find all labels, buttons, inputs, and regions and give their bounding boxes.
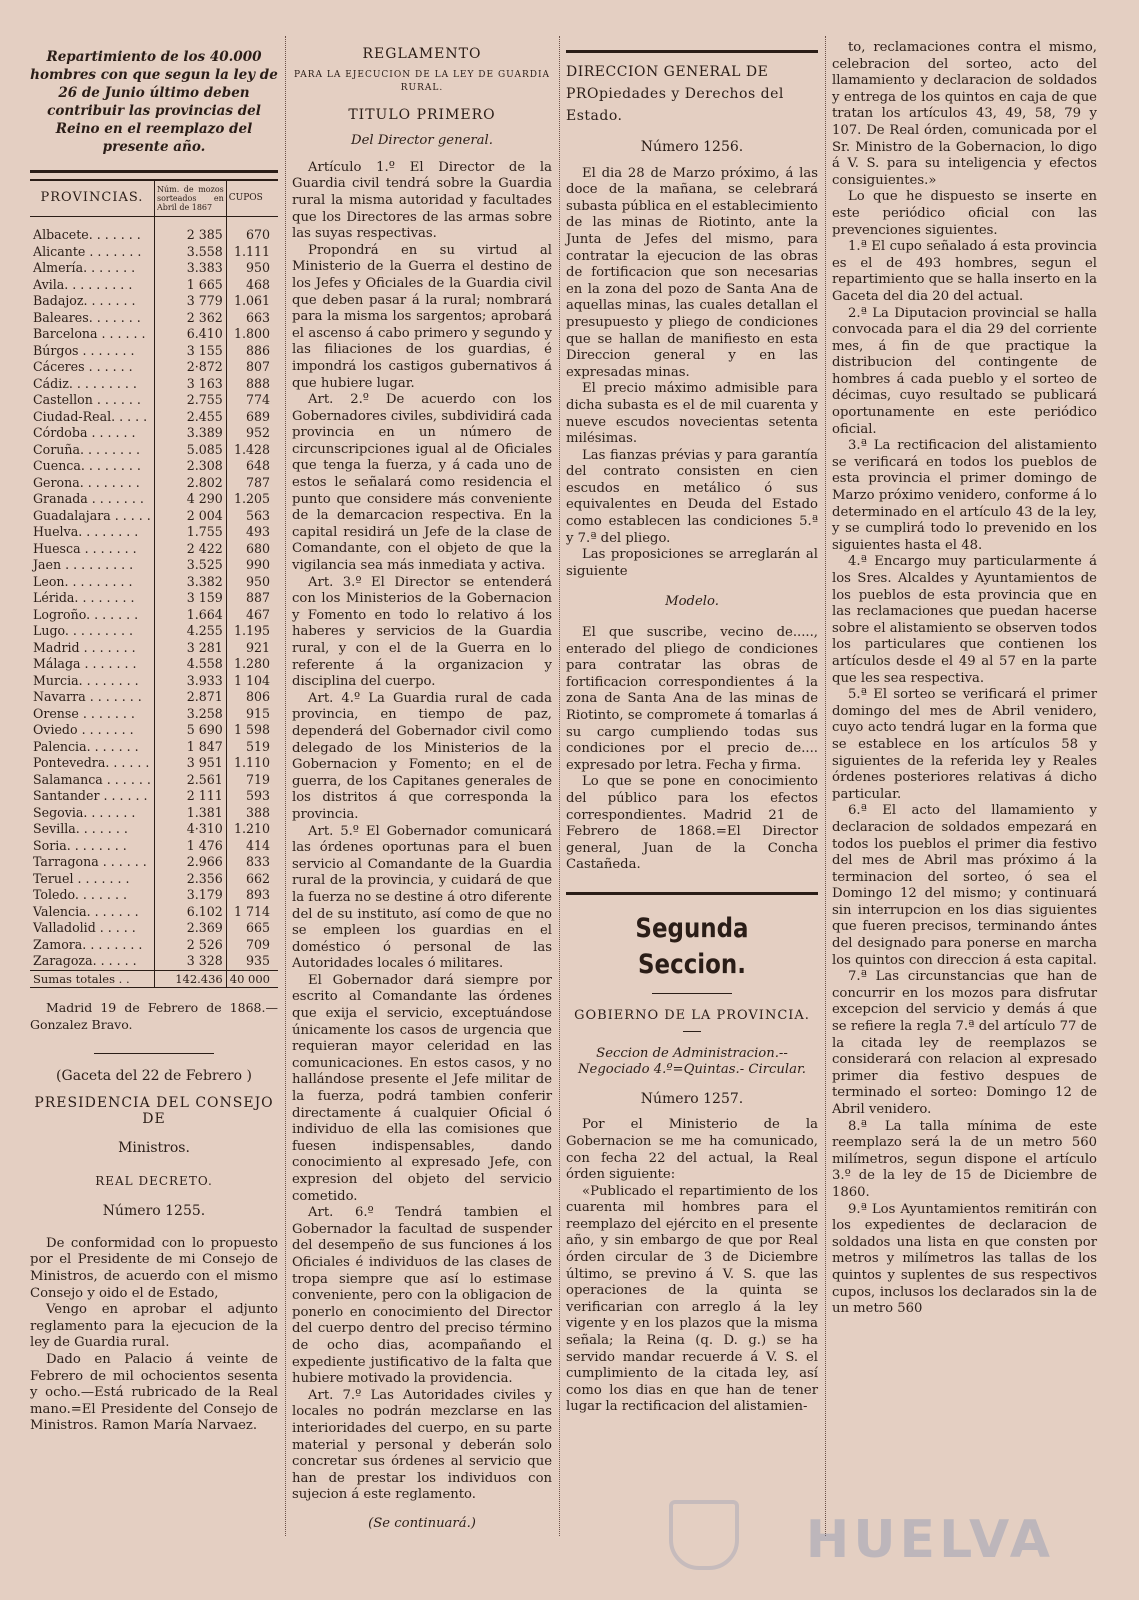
province-name: Leon. . . . . . . . .	[33, 573, 133, 589]
mozos-value: 3.383	[154, 260, 226, 277]
column-divider	[825, 36, 826, 1536]
article-paragraph: El Gobernador dará siempre por escrito al Comandante las órdenes que exija el servicio, exceptuándose únicamente los casos de urgencia que requieran mayor celeridad en las comunicaciones. En estos casos, y no hallándose presente el Jefe militar de la fuerza, podrá tambien conferir directamente á cualquier Oficial ó individuo de ella las comisiones que fuesen indispensables, dando conocimiento al expresado Jefe, con expresion del objeto del servicio cometido.	[292, 972, 552, 1204]
cupo-value: 414	[226, 838, 278, 855]
table-row	[30, 376, 278, 393]
cupo-value: 689	[226, 409, 278, 426]
mozos-value: 4.558	[154, 656, 226, 673]
province-name: Albacete. . . . . . .	[33, 227, 141, 242]
cupo-value: 662	[226, 871, 278, 888]
notice-paragraph: Lo que se pone en conocimiento del público para los efectos correspondientes. Madrid 21 de Febrero de 1868.=El Director general, Juan de la Concha Castañeda.	[566, 774, 818, 873]
mozos-value: 2.356	[154, 871, 226, 888]
mozos-value: 1.664	[154, 607, 226, 624]
mozos-value: 3 281	[154, 640, 226, 657]
circular-paragraph: 5.ª El sorteo se verificará el primer domingo del mes de Abril venidero, cuyo acto tendrá lugar en la forma que se establece en los artículos 58 y siguientes de la referida ley y Reales órdenes posteriores relativas á dicho particular.	[832, 687, 1097, 802]
table-row	[30, 821, 278, 838]
circular-paragraph: 2.ª La Diputacion provincial se halla convocada para el dia 29 del corriente mes, á fin de que practique la distribucion del contingente de hombres á cada pueblo y el sorteo de décimas, cuyo resultado se publicará oportunamente en este periódico oficial.	[832, 305, 1097, 437]
table-row	[30, 260, 278, 277]
gobierno-provincia-heading: GOBIERNO DE LA PROVINCIA.	[574, 1007, 810, 1023]
cupo-value: 921	[226, 640, 278, 657]
modelo-heading: Modelo.	[665, 594, 719, 610]
header-mozos: Núm. de mozos sorteados en Abril de 1867	[154, 180, 226, 217]
circular-paragraph: 7.ª Las circunstancias que han de concurrir en los mozos para disfrutar excepcion del servicio y demás á que se refiere la regla 7.ª del artículo 77 de la citada ley de reemplazos se considerará con relacion al expresado primer dia festivo despues de terminado el sorteo: Domingo 12 de Abril venidero.	[832, 969, 1097, 1117]
header-cupos: CUPOS	[226, 180, 278, 217]
mozos-value: 3.258	[154, 706, 226, 723]
reglamento-articles	[292, 160, 552, 1504]
repartimiento-intro: Repartimiento de los 40.000 hombres con que segun la ley de 26 de Junio último deben contribuir las provincias del Reino en el reemplazo del presente año.	[30, 49, 278, 155]
watermark-huelva: HUELVA	[805, 1510, 1054, 1570]
cupo-value: 888	[226, 376, 278, 393]
table-row	[30, 442, 278, 459]
sum-cupos: 40 000	[226, 970, 278, 988]
notice-paragraph: El dia 28 de Marzo próximo, á las doce de la mañana, se celebrará subasta pública en el establecimiento de las minas de Riotinto, ante la Junta de Jefes del mismo, para contratar la ejecucion de las obras de fortificacion que son necesarias en la zona del pozo de Santa Ana de aquellas minas, las cuales detallan el presupuesto y pliego de condiciones que se hallan de manifiesto en esta Direccion general y en las expresadas minas.	[566, 165, 818, 380]
mozos-value: 6.410	[154, 326, 226, 343]
province-name: Badajoz. . . . . . .	[33, 293, 136, 308]
provinces-table	[30, 179, 278, 988]
mozos-value: 4 290	[154, 491, 226, 508]
cupo-value: 1.061	[226, 293, 278, 310]
titulo-primero: TITULO PRIMERO	[348, 106, 496, 123]
table-row	[30, 343, 278, 360]
mozos-value: 1 476	[154, 838, 226, 855]
director-general-heading: Del Director general.	[351, 133, 493, 149]
table-row	[30, 359, 278, 376]
mozos-value: 6.102	[154, 904, 226, 921]
mozos-value: 2.369	[154, 920, 226, 937]
ministros-heading: Ministros.	[118, 1139, 190, 1156]
table-row	[30, 656, 278, 673]
cupo-value: 1.800	[226, 326, 278, 343]
mozos-value: 1.755	[154, 524, 226, 541]
table-row	[30, 524, 278, 541]
table-row	[30, 392, 278, 409]
column-divider	[559, 36, 560, 1536]
mozos-value: 4·310	[154, 821, 226, 838]
province-name: Sevilla. . . . . . .	[33, 821, 128, 836]
province-name: Coruña. . . . . . . .	[33, 441, 141, 457]
mozos-value: 1 665	[154, 277, 226, 294]
cupo-value: 519	[226, 739, 278, 756]
seccion-administracion: Seccion de Administracion.--Negociado 4.º=Quintas.- Circular.	[578, 1045, 806, 1078]
province-name: Madrid . . . . . . .	[33, 639, 136, 655]
madrid-signature: Madrid 19 de Febrero de 1868.— Gonzalez Bravo.	[30, 1000, 278, 1032]
cupo-value: 1.205	[226, 491, 278, 508]
table-row	[30, 326, 278, 343]
article-paragraph: Art. 6.º Tendrá tambien el Gobernador la facultad de suspender del desempeño de sus funciones á los Oficiales é individuos de las clases de tropa siempre que así lo estimase conveniente, pero con la obligacion de ponerlo en conocimiento del Director del cuerpo dentro del preciso término de ocho dias, acompañando el expediente justificativo de la falta que hubiere motivado la providencia.	[292, 1205, 552, 1387]
province-name: Avila. . . . . . . . .	[33, 276, 133, 292]
segunda-seccion-heading: Segunda Seccion.	[635, 912, 749, 980]
divider	[566, 50, 818, 53]
province-name: Cáceres . . . . . .	[33, 359, 133, 374]
province-name: Orense . . . . . . .	[33, 705, 135, 721]
province-name: Zaragoza. . . . . .	[33, 953, 137, 968]
circular-text	[566, 1117, 818, 1416]
table-row	[30, 574, 278, 591]
province-name: Zamora. . . . . . . .	[33, 936, 143, 952]
column-divider	[285, 36, 286, 1536]
province-name: Santander . . . . . .	[33, 788, 148, 803]
cupo-value: 467	[226, 607, 278, 624]
notice-paragraph: Las proposiciones se arreglarán al siguiente	[566, 547, 818, 579]
table-row	[30, 772, 278, 789]
reglamento-subtitle: PARA LA EJECUCION DE LA LEY DE GUARDIA RURAL.	[294, 69, 550, 93]
table-row	[30, 217, 278, 244]
mozos-value: 2 422	[154, 541, 226, 558]
header-provincias: PROVINCIAS.	[30, 180, 154, 217]
divider	[566, 892, 818, 895]
mozos-value: 3.933	[154, 673, 226, 690]
table-row	[30, 706, 278, 723]
circular-paragraph: 3.ª La rectificacion del alistamiento se verificará en todos los pueblos de esta provincia el primer domingo de Marzo próximo venidero, conforme á lo determinado en el artículo 43 de la ley, y se cumplirá todo lo prevenido en los siguientes hasta el 48.	[832, 438, 1097, 553]
presidencia-heading: PRESIDENCIA DEL CONSEJO DE	[34, 1094, 274, 1128]
circular-continuation	[832, 40, 1097, 1318]
table-row	[30, 854, 278, 871]
province-name: Pontevedra. . . . . .	[33, 755, 150, 770]
cupo-value: 665	[226, 920, 278, 937]
circular-paragraph: «Publicado el repartimiento de los cuarenta mil hombres para el reemplazo del ejército en el presente año, y sin embargo de que por Real órden circular de 3 de Diciembre último, se previno á V. S. que las operaciones de la quinta se verificarian con arreglo á la ley vigente y en los plazos que la misma señala; la Reina (q. D. g.) se ha servido mandar recuerde á V. S. el cumplimiento de la citada ley, así como los dias en que han de tener lugar la rectificacion del alistamien-	[566, 1183, 818, 1415]
province-name: Palencia. . . . . . .	[33, 738, 139, 754]
mozos-value: 3.525	[154, 557, 226, 574]
cupo-value: 563	[226, 508, 278, 525]
sum-mozos: 142.436	[154, 970, 226, 988]
mozos-value: 2.966	[154, 854, 226, 871]
province-name: Huesca . . . . . . .	[33, 540, 137, 556]
province-name: Granada . . . . . . .	[33, 491, 144, 506]
province-name: Cádiz. . . . . . . . .	[33, 375, 137, 391]
province-name: Guadalajara . . . . .	[33, 507, 151, 523]
cupo-value: 1 598	[226, 722, 278, 739]
numero-1256: Número 1256.	[640, 139, 744, 155]
province-name: Oviedo . . . . . . .	[33, 722, 134, 737]
article-paragraph: Art. 4.º La Guardia rural de cada provincia, en tiempo de paz, dependerá del Gobernador civil como delegado de los Ministerios de la Gobernacion y Fomento; en el de guerra, de los Capitanes generales de los distritos á que corresponda la provincia.	[292, 690, 552, 822]
mozos-value: 3.389	[154, 425, 226, 442]
mozos-value: 1.381	[154, 805, 226, 822]
cupo-value: 709	[226, 937, 278, 954]
notice-paragraph: El precio máximo admisible para dicha subasta es el de mil cuarenta y nueve escudos novecientas setenta milésimas.	[566, 381, 818, 447]
table-row	[30, 805, 278, 822]
table-row	[30, 590, 278, 607]
table-row	[30, 722, 278, 739]
province-name: Murcia. . . . . . . .	[33, 672, 139, 688]
article-paragraph: Propondrá en su virtud al Ministerio de la Guerra el destino de los Jefes y Oficiales de la Guardia civil que deben pasar á la rural; nombrará para la misma los sargentos; aprobará el ascenso á cabo primero y segundo y las filiaciones de los guardias, é impondrá los castigos gubernativos á que hubiere lugar.	[292, 242, 552, 391]
cupo-value: 806	[226, 689, 278, 706]
mozos-value: 3 779	[154, 293, 226, 310]
cupo-value: 1.111	[226, 244, 278, 261]
cupo-value: 1 104	[226, 673, 278, 690]
table-row	[30, 937, 278, 954]
mozos-value: 3 328	[154, 953, 226, 970]
mozos-value: 3 163	[154, 376, 226, 393]
sum-label: Sumas totales . .	[30, 970, 154, 988]
province-name: Málaga . . . . . . .	[33, 656, 137, 671]
mozos-value: 4.255	[154, 623, 226, 640]
mozos-value: 2·872	[154, 359, 226, 376]
article-paragraph: Art. 5.º El Gobernador comunicará las órdenes oportunas para el buen servicio al Comandante de la Guardia rural de la provincia, y cuidará de que la fuerza no se destine á otro diferente del de su instituto, así como de que no se empleen los guardias en el doméstico ó personal de las Autoridades locales ó militares.	[292, 823, 552, 972]
table-row	[30, 640, 278, 657]
province-name: Valencia. . . . . . .	[33, 903, 139, 919]
article-paragraph: Art. 2.º De acuerdo con los Gobernadores civiles, subdividirá cada provincia en un número de circunscripciones igual al de Oficiales que tenga la fuerza, y á cada uno de estos le señalará como residencia el punto que considere más conveniente de la demarcacion respectiva. En la capital residirá un Jefe de la clase de Comandante, con el objeto de que la vigilancia sea más inmediata y activa.	[292, 392, 552, 574]
circular-paragraph: Por el Ministerio de la Gobernacion se me ha comunicado, con fecha 22 del actual, la Real órden siguiente:	[566, 1117, 818, 1183]
table-row	[30, 277, 278, 294]
mozos-value: 2 111	[154, 788, 226, 805]
table-row	[30, 425, 278, 442]
article-paragraph: Artículo 1.º El Director de la Guardia civil tendrá sobre la Guardia rural la misma autoridad y facultades que los Directores de las armas sobre las suyas respectivas.	[292, 159, 552, 242]
modelo-text	[566, 625, 818, 874]
cupo-value: 388	[226, 805, 278, 822]
cupo-value: 990	[226, 557, 278, 574]
column-3	[566, 40, 818, 1416]
table-row	[30, 607, 278, 624]
cupo-value: 1 714	[226, 904, 278, 921]
mozos-value: 2.802	[154, 475, 226, 492]
mozos-value: 2.308	[154, 458, 226, 475]
cupo-value: 915	[226, 706, 278, 723]
mozos-value: 3.179	[154, 887, 226, 904]
cupo-value: 648	[226, 458, 278, 475]
article-paragraph: Art. 3.º El Director se entenderá con los Ministerios de la Gobernacion y Fomento en todo lo relativo á los haberes y servicios de la Guardia rural, y con el de la Guerra en lo referente á la organizacion y disciplina del cuerpo.	[292, 574, 552, 690]
cupo-value: 493	[226, 524, 278, 541]
mozos-value: 3.382	[154, 574, 226, 591]
table-row	[30, 871, 278, 888]
province-name: Gerona. . . . . . . .	[33, 474, 140, 490]
mozos-value: 2.455	[154, 409, 226, 426]
cupo-value: 833	[226, 854, 278, 871]
province-name: Lérida. . . . . . . .	[33, 590, 135, 605]
column-4	[832, 40, 1097, 1318]
mozos-value: 3.558	[154, 244, 226, 261]
direccion-heading: DIRECCION GENERAL DE PROpiedades y Derechos del Estado.	[566, 64, 784, 124]
reglamento-title: REGLAMENTO	[362, 46, 482, 62]
mozos-value: 2.561	[154, 772, 226, 789]
table-row	[30, 755, 278, 772]
cupo-value: 950	[226, 574, 278, 591]
watermark-shield-icon	[669, 1500, 739, 1570]
cupo-value: 593	[226, 788, 278, 805]
table-row	[30, 310, 278, 327]
circular-paragraph: 4.ª Encargo muy particularmente á los Sres. Alcaldes y Ayuntamientos de los pueblos de esta provincia que en las reclamaciones que puedan hacerse sobre el alistamiento se observen todos los particulares que contienen los artículos desde el 49 al 57 en la parte que les sea respectiva.	[832, 554, 1097, 686]
province-name: Córdoba . . . . . .	[33, 425, 136, 440]
province-name: Lugo. . . . . . . . .	[33, 623, 133, 638]
divider	[683, 1031, 701, 1032]
table-row	[30, 904, 278, 921]
table-row	[30, 920, 278, 937]
cupo-value: 1.280	[226, 656, 278, 673]
mozos-value: 2 385	[154, 217, 226, 244]
numero-1257: Número 1257.	[640, 1090, 744, 1107]
table-row	[30, 508, 278, 525]
column-1	[30, 40, 278, 1435]
province-name: Navarra . . . . . . .	[33, 689, 142, 704]
province-name: Castellon . . . . . .	[33, 392, 141, 407]
cupo-value: 887	[226, 590, 278, 607]
province-name: Alicante . . . . . . .	[33, 243, 142, 259]
table-row	[30, 541, 278, 558]
table-row	[30, 623, 278, 640]
real-decreto-heading: REAL DECRETO.	[95, 1173, 213, 1188]
article-paragraph: Art. 7.º Las Autoridades civiles y locales no podrán mezclarse en las interioridades del cuerpo, en su parte material y personal y deberán solo concretar sus órdenes al servicio que han de prestar los individuos con sujecion á este reglamento.	[292, 1387, 552, 1503]
table-row	[30, 293, 278, 310]
gaceta-line: (Gaceta del 22 de Febrero )	[56, 1068, 252, 1085]
mozos-value: 3 951	[154, 755, 226, 772]
province-name: Valladolid . . . . .	[33, 920, 136, 935]
province-name: Soria. . . . . . . .	[33, 837, 127, 853]
province-name: Salamanca . . . . . .	[33, 771, 151, 787]
cupo-value: 774	[226, 392, 278, 409]
province-name: Cuenca. . . . . . . .	[33, 458, 141, 473]
province-name: Logroño. . . . . . .	[33, 606, 139, 622]
cupo-value: 893	[226, 887, 278, 904]
table-row	[30, 887, 278, 904]
column-2	[292, 40, 552, 1532]
mozos-value: 2 526	[154, 937, 226, 954]
cupo-value: 787	[226, 475, 278, 492]
table-row	[30, 838, 278, 855]
mozos-value: 5.085	[154, 442, 226, 459]
table-row	[30, 458, 278, 475]
mozos-value: 2.755	[154, 392, 226, 409]
decreto-p2: Vengo en aprobar el adjunto reglamento para la ejecucion de la ley de Guardia rural.	[30, 1302, 278, 1351]
table-row	[30, 739, 278, 756]
cupo-value: 1.195	[226, 623, 278, 640]
circular-paragraph: 8.ª La talla mínima de este reemplazo será la de un metro 560 milímetros, segun dispone el artículo 3.º de la ley de 15 de Diciembre de 1860.	[832, 1118, 1097, 1200]
province-name: Barcelona . . . . . .	[33, 326, 146, 341]
notice-paragraph: Las fianzas prévias y para garantía del contrato consisten en cien escudos en metálico ó sus equivalentes en Deuda del Estado como establecen las condiciones 5.ª y 7.ª del pliego.	[566, 447, 818, 546]
cupo-value: 952	[226, 425, 278, 442]
province-name: Ciudad-Real. . . . .	[33, 408, 148, 424]
table-row	[30, 953, 278, 970]
province-name: Toledo. . . . . . .	[33, 887, 127, 902]
divider	[94, 1053, 214, 1054]
cupo-value: 950	[226, 260, 278, 277]
notice-paragraph: El que suscribe, vecino de....., enterado del pliego de condiciones para contratar las obras de fortificacion correspondientes á la zona de Santa Ana de las minas de Riotinto, se compromete á tomarlas á su cargo cumpliendo todas sus condiciones por el precio de.... expresado por letra. Fecha y firma.	[566, 625, 818, 773]
mozos-value: 1 847	[154, 739, 226, 756]
cupo-value: 1.110	[226, 755, 278, 772]
table-row	[30, 788, 278, 805]
circular-paragraph: Lo que he dispuesto se inserte en este periódico oficial con las prevenciones siguientes.	[832, 189, 1097, 238]
decreto-p1: De conformidad con lo propuesto por el Presidente de mi Consejo de Ministros, de acuerdo con el mismo Consejo y oido el de Estado,	[30, 1235, 278, 1301]
mozos-value: 5 690	[154, 722, 226, 739]
cupo-value: 663	[226, 310, 278, 327]
se-continuara: (Se continuará.)	[368, 1515, 476, 1531]
divider	[30, 170, 278, 173]
table-row	[30, 475, 278, 492]
circular-paragraph: 1.ª El cupo señalado á esta provincia es el de 493 hombres, segun el repartimiento que se halla inserto en la Gaceta del dia 20 del actual.	[832, 239, 1097, 304]
table-row	[30, 673, 278, 690]
mozos-value: 2 362	[154, 310, 226, 327]
province-name: Tarragona . . . . . .	[33, 854, 147, 869]
province-name: Almería. . . . . . .	[33, 260, 136, 275]
table-row	[30, 244, 278, 261]
decreto-p3: Dado en Palacio á veinte de Febrero de mil ochocientos sesenta y ocho.—Está rubricado de la Real mano.=El Presidente del Consejo de Ministros. Ramon María Narvaez.	[30, 1351, 278, 1434]
cupo-value: 1.210	[226, 821, 278, 838]
table-row	[30, 409, 278, 426]
province-name: Teruel . . . . . . .	[33, 870, 130, 886]
cupo-value: 1.428	[226, 442, 278, 459]
cupo-value: 719	[226, 772, 278, 789]
cupo-value: 468	[226, 277, 278, 294]
table-row	[30, 689, 278, 706]
circular-paragraph: 6.ª El acto del llamamiento y declaracion de soldados empezará en todos los pueblos el primer dia festivo del mes de Abril mas próximo á la terminacion del sorteo, ó sea el Domingo 12 del mismo; y continuará sin interrupcion en los dias siguientes que fueren precisos, terminando ántes del designado para ponerse en marcha los quintos con direccion á esta capital.	[832, 803, 1097, 968]
divider	[652, 993, 732, 994]
province-name: Búrgos . . . . . . .	[33, 342, 135, 358]
cupo-value: 670	[226, 217, 278, 244]
numero-1255: Número 1255.	[102, 1203, 206, 1220]
mozos-value: 2.871	[154, 689, 226, 706]
cupo-value: 807	[226, 359, 278, 376]
cupo-value: 680	[226, 541, 278, 558]
cupo-value: 886	[226, 343, 278, 360]
province-name: Huelva. . . . . . . .	[33, 524, 139, 539]
circular-paragraph: 9.ª Los Ayuntamientos remitirán con los expedientes de declaracion de soldados una lista en que consten por metros y milímetros las tallas de los quintos y suplentes de sus respectivos cupos, inclusos los declarados sin la de un metro 560	[832, 1201, 1097, 1317]
subasta-notice	[566, 166, 818, 581]
province-name: Baleares. . . . . . .	[33, 309, 141, 325]
cupo-value: 935	[226, 953, 278, 970]
province-name: Jaen . . . . . . . . .	[33, 557, 134, 572]
mozos-value: 3 155	[154, 343, 226, 360]
province-name: Segovia. . . . . . .	[33, 804, 136, 820]
circular-paragraph: to, reclamaciones contra el mismo, celebracion del sorteo, acto del llamamiento y declaracion de soldados y entrega de los quintos en caja de que tratan los artículos 43, 49, 58, 79 y 107. De Real órden, comunicada por el Sr. Ministro de la Gobernacion, lo digo á V. S. para su inteligencia y efectos consiguientes.»	[832, 40, 1097, 188]
table-row	[30, 557, 278, 574]
mozos-value: 2 004	[154, 508, 226, 525]
mozos-value: 3 159	[154, 590, 226, 607]
table-row	[30, 491, 278, 508]
